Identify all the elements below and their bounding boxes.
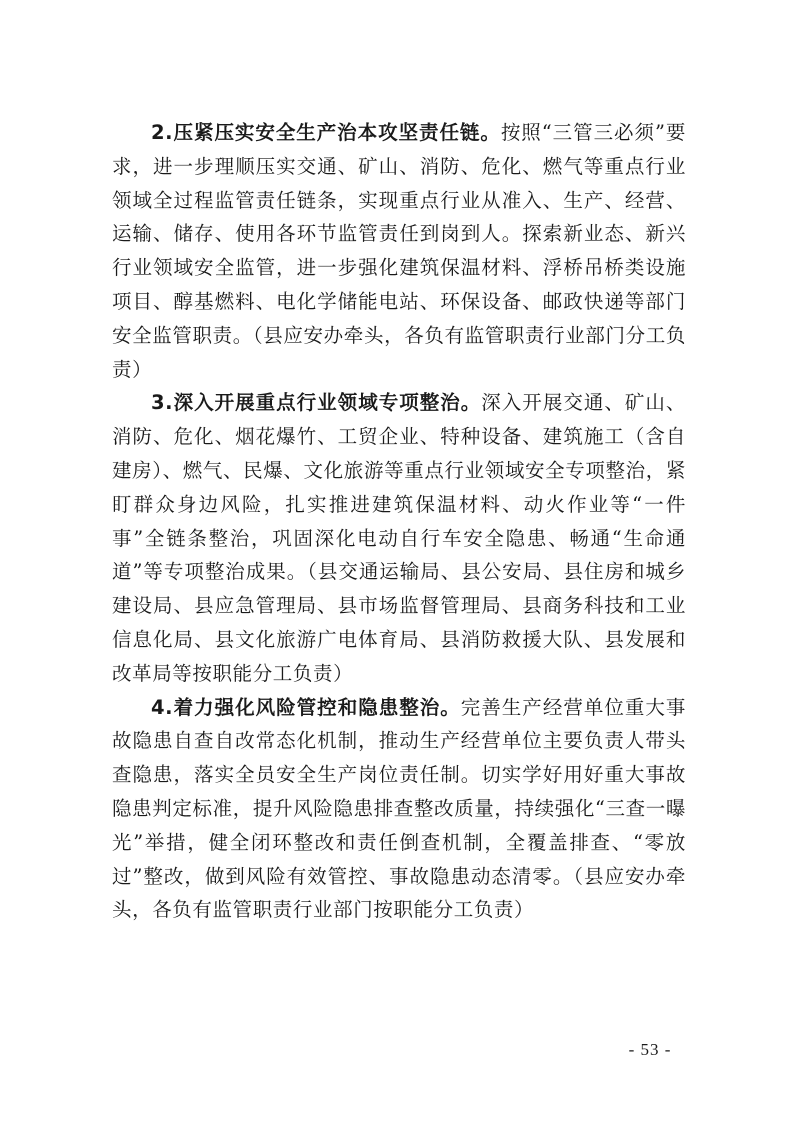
paragraph-4-heading: 4.着力强化风险管控和隐患整治。 bbox=[151, 695, 461, 719]
document-page bbox=[112, 116, 686, 927]
paragraph-3-body: 深入开展交通、矿山、消防、危化、烟花爆竹、工贸企业、特种设备、建筑施工（含自建房）、燃气、民爆、文化旅游等重点行业领域安全专项整治，紧盯群众身边风险，扎实推进建筑保温材料、动火作业等“一件事”全链条整治，巩固深化电动自行车安全隐患、畅通“生命通道”等专项整治成果。（县交通运输局、县公安局、县住房和城乡建设局、县应急管理局、县市场监督管理局、县商务科技和工业信息化局、县文化旅游广电体育局、县消防救援大队、县发展和改革局等按职能分工负责） bbox=[112, 391, 686, 685]
paragraph-4 bbox=[112, 691, 686, 928]
page-number: - 53 - bbox=[628, 1040, 672, 1059]
paragraph-3-heading: 3.深入开展重点行业领域专项整治。 bbox=[151, 391, 482, 415]
paragraph-2-heading: 2.压紧压实安全生产治本攻坚责任链。 bbox=[151, 121, 501, 144]
paragraph-3 bbox=[112, 386, 686, 690]
paragraph-2-body: 按照“三管三必须”要求，进一步理顺压实交通、矿山、消防、危化、燃气等重点行业领域全过程监管责任链条，实现重点行业从准入、生产、经营、运输、储存、使用各环节监管责任到岗到人。探索新业态、新兴行业领域安全监管，进一步强化建筑保温材料、浮桥吊桥类设施项目、醇基燃料、电化学储能电站、环保设备、邮政快递等部门安全监管职责。（县应安办牵头，各负有监管职责行业部门分工负责） bbox=[112, 121, 686, 381]
paragraph-4-body: 完善生产经营单位重大事故隐患自查自改常态化机制，推动生产经营单位主要负责人带头查隐患，落实全员安全生产岗位责任制。切实学好用好重大事故隐患判定标准，提升风险隐患排查整改质量，持续强化“三查一曝光”举措，健全闭环整改和责任倒查机制，全覆盖排查、“零放过”整改，做到风险有效管控、事故隐患动态清零。（县应安办牵头，各负有监管职责行业部门按职能分工负责） bbox=[112, 695, 686, 922]
paragraph-2 bbox=[112, 116, 686, 386]
